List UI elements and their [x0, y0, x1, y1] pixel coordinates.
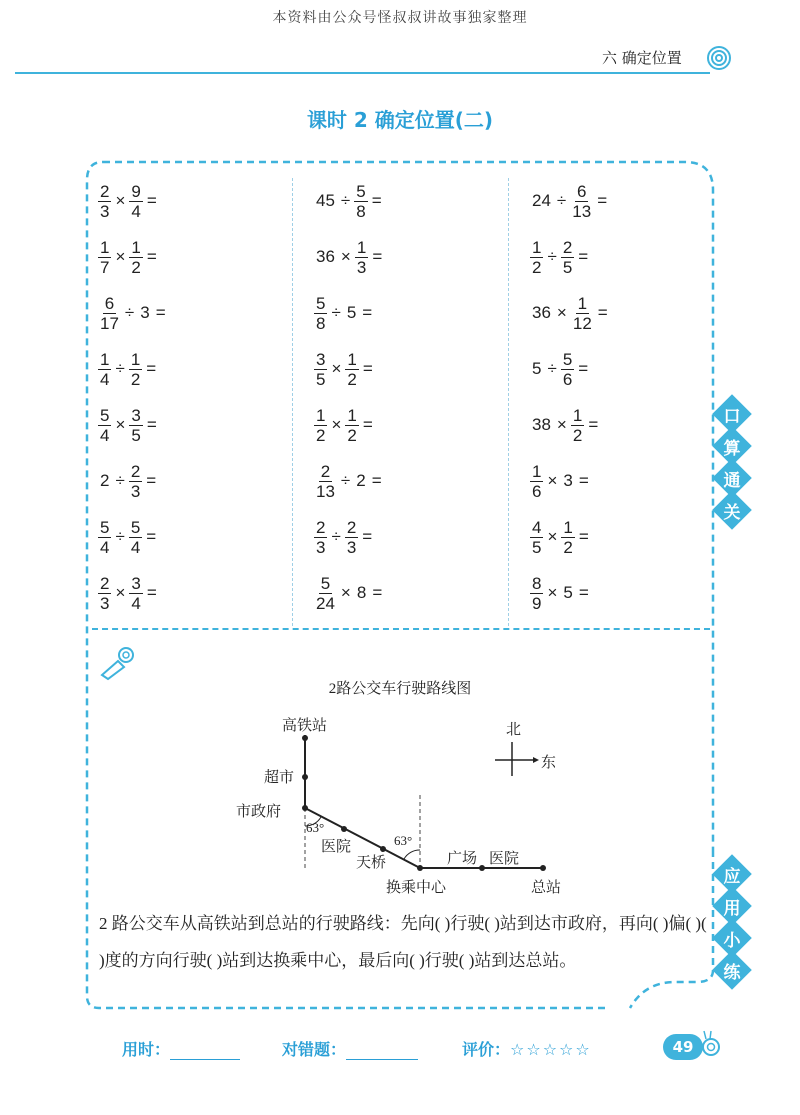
side-tab: 算: [712, 426, 752, 466]
denominator: 2: [532, 257, 542, 277]
compass-north-label: 北: [506, 722, 522, 738]
calc-token: 38: [532, 415, 551, 434]
numerator: 1: [577, 293, 588, 313]
calc-token: ÷: [340, 191, 351, 210]
calc-token: ÷: [547, 247, 557, 266]
lesson-title: 课时 2 确定位置(二): [306, 108, 494, 132]
numerator: 1: [316, 405, 326, 425]
numerator: 1: [347, 349, 357, 369]
denominator: 5: [532, 537, 542, 557]
footer-rating: [462, 1037, 592, 1060]
calc-token: =: [578, 583, 589, 602]
denominator: 5: [316, 369, 326, 389]
calc-token: =: [362, 527, 373, 546]
denominator: 2: [130, 369, 141, 389]
numerator: 2: [346, 517, 357, 537]
calc-token: 5: [563, 583, 573, 602]
calc-token: =: [146, 583, 157, 602]
calc-token: ×: [556, 303, 567, 322]
numerator: 2: [316, 517, 326, 537]
calc-token: =: [146, 415, 157, 434]
denominator: 9: [532, 593, 542, 613]
time-blank[interactable]: [170, 1040, 240, 1060]
chapter-title: 六 确定位置: [602, 49, 682, 67]
denominator: 4: [100, 537, 110, 557]
denominator: 6: [532, 481, 542, 501]
footer-errors: [282, 1037, 418, 1060]
calc-token: 24: [532, 191, 551, 210]
numerator: 2: [100, 181, 110, 201]
calc-token: ×: [331, 415, 342, 434]
denominator: 12: [572, 313, 592, 333]
compass-east-label: 东: [541, 755, 557, 771]
denominator: 3: [100, 201, 110, 221]
page-number: 49: [663, 1034, 703, 1060]
calc-token: =: [146, 471, 157, 490]
numerator: 3: [316, 349, 326, 369]
denominator: 8: [316, 313, 326, 333]
map-label-angle1: 63°: [306, 820, 325, 835]
denominator: 24: [316, 593, 335, 613]
calc-token: ÷: [331, 527, 341, 546]
calc-token: ×: [547, 471, 558, 490]
rating-stars[interactable]: ☆☆☆☆☆: [510, 1040, 592, 1059]
calc-token: =: [362, 415, 373, 434]
side-tab: 用: [712, 886, 752, 926]
calc-token: ÷: [556, 191, 567, 210]
numerator: 1: [100, 349, 110, 369]
denominator: 8: [356, 201, 366, 221]
calc-token: =: [578, 247, 589, 266]
calc-token: =: [371, 191, 382, 210]
calc-token: =: [146, 191, 157, 210]
map-label-yiyuan1: 医院: [321, 839, 352, 855]
map-label-guangchang: 广场: [447, 851, 478, 867]
denominator: 4: [130, 537, 141, 557]
side-tab: 应: [712, 854, 752, 894]
numerator: 2: [100, 573, 110, 593]
calc-token: 8: [356, 583, 367, 602]
calc-token: 2: [356, 471, 366, 490]
denominator: 3: [346, 537, 357, 557]
map-label-angle2: 63°: [394, 833, 413, 848]
calc-token: =: [578, 471, 589, 490]
numerator: 4: [532, 517, 542, 537]
rating-label: 评价：: [462, 1040, 511, 1059]
numerator: 5: [316, 293, 326, 313]
denominator: 4: [131, 593, 141, 613]
calc-token: 2: [100, 471, 110, 490]
calc-token: 45: [316, 191, 335, 210]
calc-token: =: [578, 527, 589, 546]
denominator: 3: [356, 257, 367, 277]
denominator: 2: [131, 257, 141, 277]
calc-token: =: [155, 303, 166, 322]
calc-token: ÷: [115, 471, 125, 490]
watermark-text: 本资料由公众号怪叔叔讲故事独家整理: [272, 10, 528, 26]
denominator: 3: [130, 481, 141, 501]
map-label-tianqiao: 天桥: [356, 855, 387, 871]
denominator: 5: [562, 257, 573, 277]
time-label: 用时：: [122, 1040, 171, 1059]
calc-token: =: [597, 191, 608, 210]
calc-token: =: [362, 359, 373, 378]
numerator: 1: [572, 405, 583, 425]
map-label-chaoshi: 超市: [264, 770, 295, 786]
denominator: 13: [572, 201, 592, 221]
side-tab: 通: [712, 458, 752, 498]
calc-token: ×: [331, 359, 342, 378]
numerator: 1: [130, 349, 141, 369]
map-label-gaotie: 高铁站: [282, 718, 328, 734]
numerator: 5: [320, 573, 331, 593]
numerator: 6: [104, 293, 115, 313]
question-text: 2 路公交车从高铁站到总站的行驶路线：先向( )行驶( )站到达市政府，再向( )偏( )( )度的方向行驶( )站到达换乘中心，最后向( )行驶( )站到达总站。: [99, 914, 707, 970]
numerator: 2: [320, 461, 331, 481]
map-label-zongzhan: 总站: [531, 880, 562, 896]
calc-token: =: [146, 359, 157, 378]
numerator: 1: [100, 237, 110, 257]
denominator: 4: [131, 201, 141, 221]
numerator: 1: [532, 461, 542, 481]
calc-token: 3: [140, 303, 150, 322]
denominator: 2: [572, 425, 583, 445]
calc-token: ÷: [331, 303, 341, 322]
calc-token: ×: [115, 247, 126, 266]
calc-token: =: [146, 247, 157, 266]
calc-token: ×: [340, 247, 351, 266]
calc-token: ×: [115, 191, 126, 210]
calc-token: =: [146, 527, 157, 546]
numerator: 1: [563, 517, 573, 537]
calc-token: ÷: [340, 471, 351, 490]
calc-token: =: [578, 359, 589, 378]
side-tab: 口: [712, 394, 752, 434]
map-title: 2路公交车行驶路线图: [328, 681, 472, 697]
numerator: 5: [100, 405, 110, 425]
denominator: 3: [316, 537, 326, 557]
numerator: 6: [576, 181, 587, 201]
denominator: 3: [100, 593, 110, 613]
denominator: 2: [347, 425, 357, 445]
numerator: 1: [356, 237, 367, 257]
numerator: 8: [532, 573, 542, 593]
numerator: 2: [562, 237, 573, 257]
calc-token: =: [372, 247, 383, 266]
numerator: 2: [130, 461, 141, 481]
calc-token: ×: [556, 415, 567, 434]
side-tab: 关: [712, 490, 752, 530]
calc-token: ÷: [547, 359, 557, 378]
numerator: 3: [131, 573, 141, 593]
numerator: 3: [131, 405, 141, 425]
errors-label: 对错题：: [282, 1040, 347, 1059]
denominator: 4: [100, 369, 110, 389]
numerator: 5: [356, 181, 366, 201]
numerator: 1: [131, 237, 141, 257]
side-tab: 小: [712, 918, 752, 958]
calc-token: 5: [532, 359, 542, 378]
numerator: 9: [131, 181, 141, 201]
denominator: 13: [316, 481, 335, 501]
calc-token: =: [372, 583, 383, 602]
map-label-yiyuan2: 医院: [489, 851, 520, 867]
denominator: 2: [563, 537, 573, 557]
denominator: 4: [100, 425, 110, 445]
calc-token: ×: [115, 415, 126, 434]
footer-time: [122, 1037, 240, 1060]
calc-token: 36: [532, 303, 551, 322]
numerator: 5: [562, 349, 573, 369]
numerator: 1: [532, 237, 542, 257]
snail-icon: [700, 1028, 722, 1058]
calc-token: =: [597, 303, 608, 322]
calc-token: ÷: [124, 303, 135, 322]
calc-token: 5: [346, 303, 357, 322]
map-label-shizhengfu: 市政府: [236, 804, 282, 820]
calc-token: ×: [547, 527, 558, 546]
calc-token: 3: [563, 471, 573, 490]
map-label-huancheng: 换乘中心: [386, 880, 447, 896]
denominator: 7: [100, 257, 110, 277]
denominator: 2: [347, 369, 357, 389]
calc-token: =: [362, 303, 373, 322]
numerator: 1: [347, 405, 357, 425]
calc-token: ÷: [115, 527, 125, 546]
numerator: 5: [130, 517, 141, 537]
side-tab: 练: [712, 950, 752, 990]
denominator: 2: [316, 425, 326, 445]
calc-token: =: [371, 471, 382, 490]
calc-token: 36: [316, 247, 335, 266]
calc-token: ×: [547, 583, 558, 602]
calc-token: ×: [340, 583, 351, 602]
errors-blank[interactable]: [346, 1040, 418, 1060]
denominator: 17: [100, 313, 119, 333]
calc-token: ÷: [115, 359, 125, 378]
calc-token: ×: [115, 583, 126, 602]
denominator: 6: [562, 369, 573, 389]
denominator: 5: [131, 425, 141, 445]
numerator: 5: [100, 517, 110, 537]
calc-token: =: [588, 415, 599, 434]
